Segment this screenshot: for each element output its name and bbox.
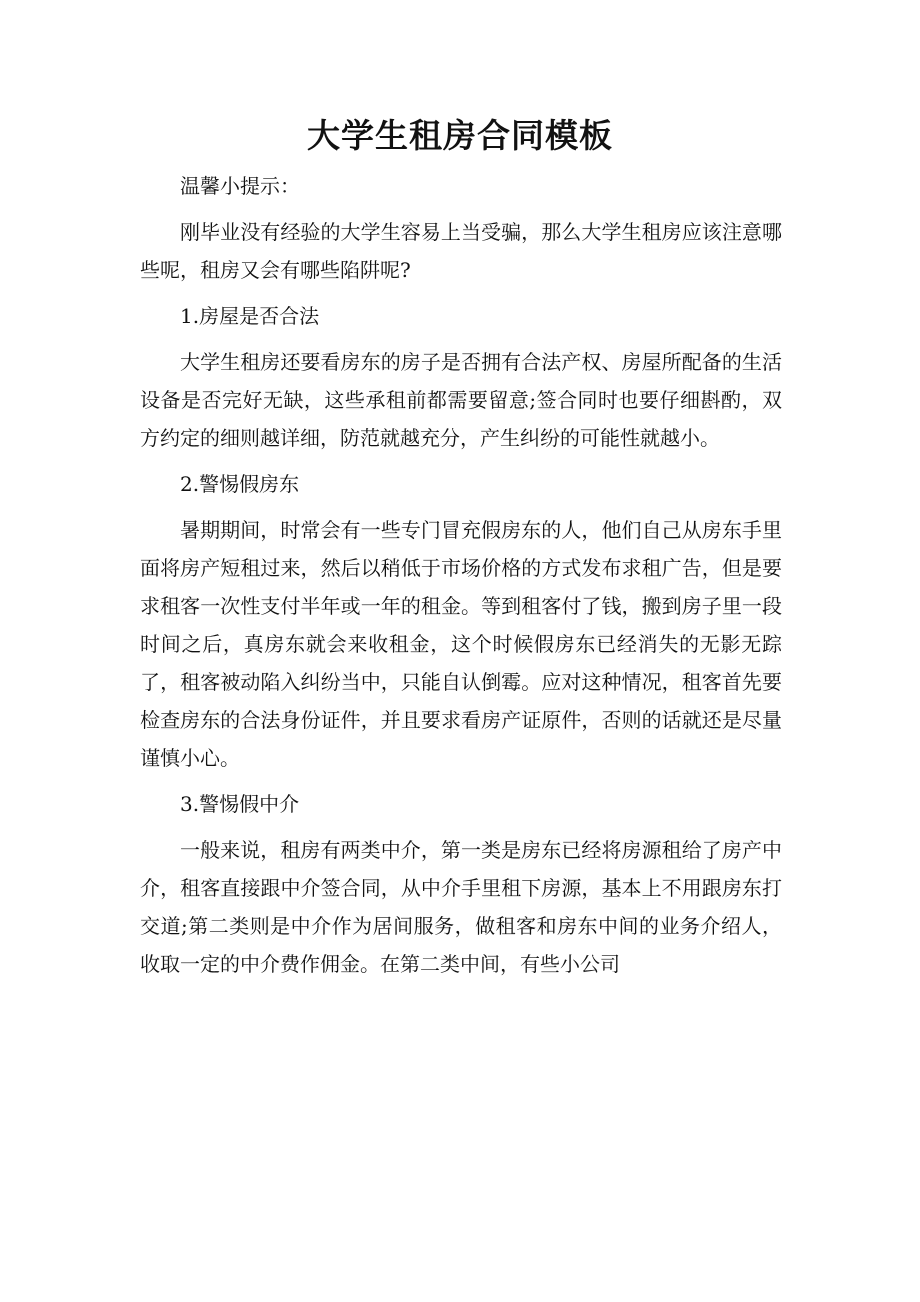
- section-paragraph-2: 暑期期间，时常会有一些专门冒充假房东的人，他们自己从房东手里面将房产短租过来，然后以稍低于市场价格的方式发布求租广告，但是要求租客一次性支付半年或一年的租金。等到租客付了钱，搬到房子里一段时间之后，真房东就会来收租金，这个时候假房东已经消失的无影无踪了，租客被动陷入纠纷当中，只能自认倒霉。应对这种情况，租客首先要检查房东的合法身份证件，并且要求看房产证原件，否则的话就还是尽量谨慎小心。: [140, 518, 782, 770]
- document-body: [140, 167, 782, 991]
- section-heading-2: 2.警惕假房东: [180, 472, 300, 496]
- section-paragraph-1: 大学生租房还要看房东的房子是否拥有合法产权、房屋所配备的生活设备是否完好无缺，这些承租前都需要留意;签合同时也要仔细斟酌，双方约定的细则越详细，防范就越充分，产生纠纷的可能性就越小。: [140, 350, 782, 450]
- section-paragraph-3: 一般来说，租房有两类中介，第一类是房东已经将房源租给了房产中介，租客直接跟中介签合同，从中介手里租下房源，基本上不用跟房东打交道;第二类则是中介作为居间服务，做租客和房东中间的业务介绍人，收取一定的中介费作佣金。在第二类中间，有些小公司: [140, 838, 782, 976]
- intro-paragraph: 刚毕业没有经验的大学生容易上当受骗，那么大学生租房应该注意哪些呢，租房又会有哪些陷阱呢?: [140, 220, 782, 282]
- document-title: 大学生租房合同模板: [307, 116, 613, 155]
- tip-heading: 温馨小提示：: [180, 174, 300, 198]
- section-heading-1: 1.房屋是否合法: [180, 304, 320, 328]
- section-heading-3: 3.警惕假中介: [180, 792, 300, 816]
